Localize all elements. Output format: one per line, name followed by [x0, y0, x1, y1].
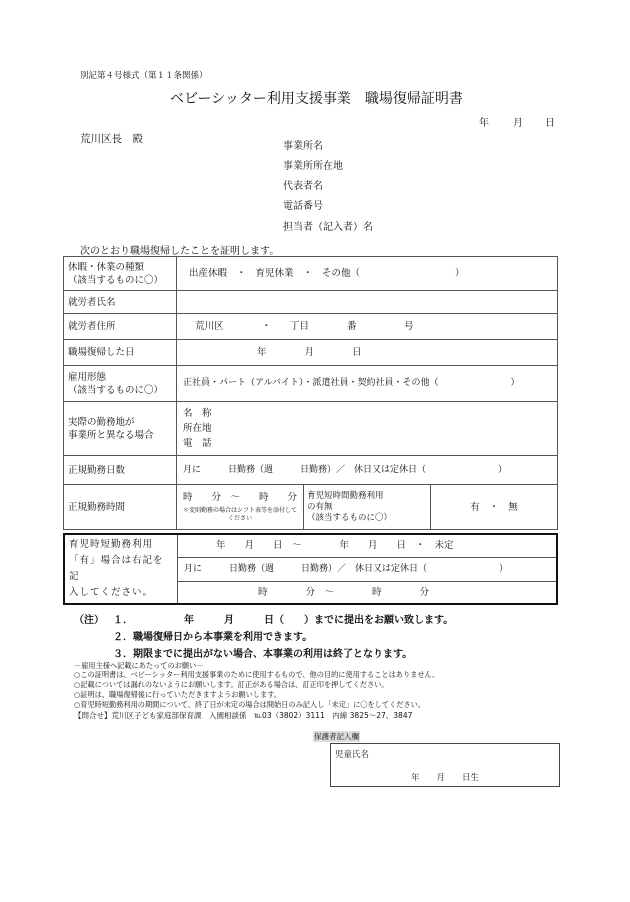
note2: ２．職場復帰日から本事業を利用できます。: [113, 632, 313, 643]
shorttime-detail-hint: 入してください。: [69, 587, 154, 598]
workplace-sublabel: 事業所と異なる場合: [68, 429, 154, 441]
shorttime-hours-field[interactable]: 時 分 ～ 時 分: [178, 581, 558, 604]
workdays-row: [64, 456, 558, 485]
leave-type-sublabel: （該当するものに〇）: [68, 274, 164, 286]
phone-label: 電話番号: [283, 201, 323, 212]
workplace-address-field[interactable]: 所在地: [183, 423, 212, 434]
representative-label: 代表者名: [283, 181, 323, 192]
workplace-label: 実際の勤務地が: [68, 416, 135, 428]
shorttime-hint: （該当するものに〇）: [307, 512, 393, 523]
return-date-row: [64, 340, 558, 366]
contact-info: 【問合せ】荒川区子ども家庭部保育課 入園相談係 ℡03（3802）3111 内線 3825～27、3847: [74, 711, 413, 720]
shorttime-detail-label: 育児時短勤務利用: [69, 539, 154, 550]
workhours-note: ＊変則勤務の場合はシフト表等を添付してください: [182, 507, 297, 522]
employment-type-row: [64, 366, 558, 402]
worker-name-label: 就労者氏名: [64, 291, 177, 314]
workplace-name-field[interactable]: 名 称: [183, 408, 212, 419]
note1-deadline: 年 月 日（ ）までに提出をお願い致します。: [184, 615, 454, 626]
employer-request-4: ○育児時短勤務利用の期間について、終了日が未定の場合は開始日のみ記入し「未定」に〇をしてください。: [74, 700, 425, 709]
worker-address-label: 就労者住所: [64, 314, 177, 340]
child-name-label[interactable]: 児童氏名: [335, 750, 370, 760]
workhours-label: 正規勤務時間: [64, 485, 177, 530]
intro-text: 次のとおり職場復帰したことを証明します。: [80, 246, 280, 257]
date-day: 日: [545, 118, 555, 129]
office-name-label: 事業所名: [283, 141, 323, 152]
shorttime-period-row: [64, 534, 557, 557]
date-year: 年: [479, 118, 489, 129]
shorttime-detail-sublabel: 「有」場合は右記を記: [69, 555, 164, 582]
return-date-label: 職場復帰した日: [64, 340, 177, 366]
workplace-phone-field[interactable]: 電 話: [183, 438, 212, 449]
certificate-table: [63, 256, 558, 530]
leave-type-options[interactable]: 出産休暇 ・ 育児休業 ・ その他（ ）: [177, 257, 558, 291]
page-title: ベビーシッター利用支援事業 職場復帰証明書: [170, 91, 463, 107]
child-birthdate-field[interactable]: 年 月 日生: [411, 773, 480, 783]
date-month: 月: [513, 118, 523, 129]
worker-name-field[interactable]: [177, 291, 558, 314]
return-date-field[interactable]: 年 月 日: [177, 340, 558, 366]
guardian-box: [330, 743, 560, 787]
worker-address-row: [64, 314, 558, 340]
employer-request-2: ○記載については漏れのないようにお願いします。訂正がある場合は、訂正印を押してください。: [74, 680, 389, 689]
shorttime-period-field[interactable]: 年 月 日 ～ 年 月 日 ・ 未定: [178, 534, 558, 557]
employer-request-title: －雇用主様へ記載にあたってのお願い－: [74, 661, 204, 670]
note-label: （注）: [74, 615, 104, 626]
employment-type-options[interactable]: 正社員・パート（アルバイト）・派遣社員・契約社員・その他（ ）: [177, 366, 558, 402]
note1-number: １．: [113, 615, 133, 626]
leave-type-row: [64, 257, 558, 291]
contact-person-label: 担当者（記入者）名: [283, 222, 373, 233]
workhours-field[interactable]: 時 分 ～ 時 分: [182, 492, 297, 503]
workplace-row: [64, 402, 558, 456]
employer-request-1: ○この証明書は、ベビーシッター利用支援事業のために使用するもので、他の目的に使用することはありません。: [74, 670, 440, 679]
workhours-row: [64, 485, 558, 530]
employment-type-sublabel: （該当するものに〇）: [68, 384, 164, 396]
addressee: 荒川区長 殿: [80, 133, 143, 145]
worker-name-row: [64, 291, 558, 314]
shorttime-days-field[interactable]: 月に 日勤務（週 日勤務）／ 休日又は定休日（ ）: [178, 557, 558, 581]
shorttime-detail-table: [63, 533, 558, 605]
workdays-field[interactable]: 月に 日勤務（週 日勤務）／ 休日又は定休日（ ）: [177, 456, 558, 485]
employer-request-3: ○証明は、職場復帰後に行っていただきますようお願いします。: [74, 690, 281, 699]
shorttime-options[interactable]: 有 ・ 無: [431, 485, 558, 530]
form-number: 別記第４号様式（第１１条関係）: [80, 71, 208, 81]
guardian-section-tag: 保護者記入欄: [314, 732, 359, 741]
workdays-label: 正規勤務日数: [64, 456, 177, 485]
shorttime-label: 育児短時間勤務利用: [307, 490, 384, 501]
leave-type-label: 休暇・休業の種類: [68, 261, 145, 273]
employment-type-label: 雇用形態: [68, 371, 107, 383]
worker-address-field[interactable]: 荒川区 ・ 丁目 番 号: [177, 314, 558, 340]
office-address-label: 事業所所在地: [283, 161, 343, 172]
shorttime-sublabel: の有無: [307, 501, 333, 512]
note3: ３．期限までに提出がない場合、本事業の利用は終了となります。: [113, 649, 413, 660]
